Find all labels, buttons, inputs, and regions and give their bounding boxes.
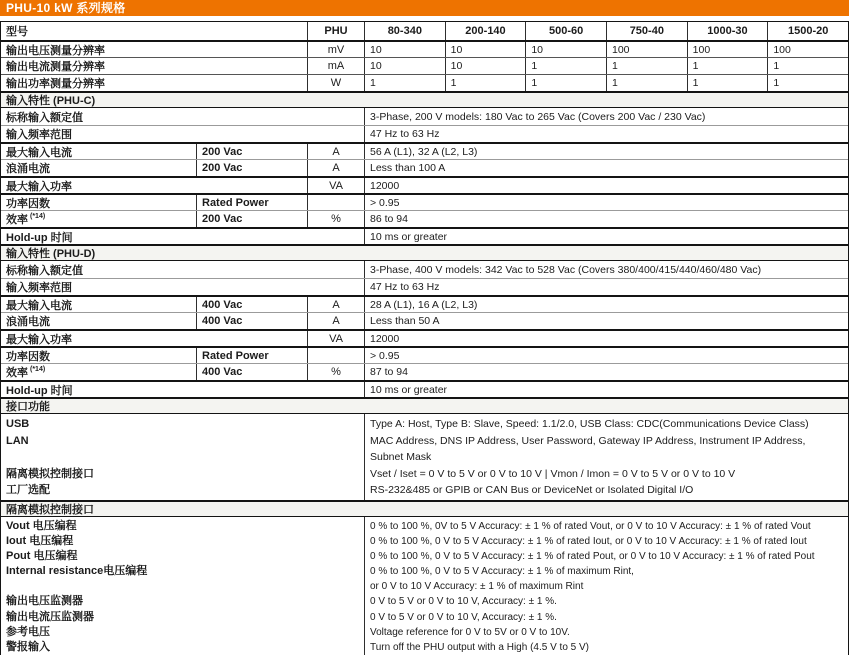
- row-power-factor-d: [1, 346, 848, 363]
- spec-unit: A: [307, 160, 364, 176]
- spec-label: USB: [6, 418, 30, 430]
- spec-label: 效率 (*14): [6, 365, 46, 379]
- header-phu-label: PHU: [307, 22, 364, 40]
- spec-value: RS-232&485 or GPIB or CAN Bus or DeviceNet or Isolated Digital I/O: [370, 484, 694, 497]
- analog-values: [364, 517, 848, 655]
- spec-value: 3-Phase, 400 V models: 342 Vac to 528 Vac (Covers 380/400/415/440/460/480 Vac): [364, 261, 848, 278]
- spec-value: 47 Hz to 63 Hz: [364, 279, 848, 295]
- spec-value: 0 V to 5 V or 0 V to 10 V, Accuracy: ± 1 %.: [370, 596, 557, 608]
- spec-value: Subnet Mask: [370, 451, 432, 464]
- spec-label: LAN: [6, 434, 29, 447]
- spec-value: 1: [445, 75, 526, 91]
- row-nominal-input-d: [1, 261, 848, 278]
- spec-value: 1: [364, 75, 445, 91]
- header-model-1000-30: 1000-30: [687, 22, 768, 40]
- spec-condition: Rated Power: [196, 195, 307, 210]
- interface-labels: [1, 414, 364, 500]
- spec-value: 3-Phase, 200 V models: 180 Vac to 265 Vac (Covers 200 Vac / 230 Vac): [364, 108, 848, 125]
- spec-condition: 200 Vac: [196, 211, 307, 227]
- row-voltage-resolution: [1, 40, 848, 57]
- spec-unit: %: [307, 364, 364, 380]
- spec-label: 输出电流测量分辨率: [6, 61, 105, 73]
- spec-condition: 400 Vac: [196, 364, 307, 380]
- spec-value: 1: [687, 58, 768, 74]
- spec-value: 0 % to 100 %, 0V to 5 V Accuracy: ± 1 % of rated Vout, or 0 V to 10 V Accuracy: ± 1 % of rated Vout: [370, 520, 811, 532]
- header-model-80-340: 80-340: [364, 22, 445, 40]
- footnote-ref: (*14): [30, 365, 46, 373]
- spec-label: 最大输入功率: [6, 333, 72, 346]
- spec-unit: [307, 348, 364, 363]
- interface-block: [1, 414, 848, 500]
- spec-value: 10: [445, 58, 526, 74]
- spec-condition: 400 Vac: [196, 297, 307, 312]
- spec-condition: Rated Power: [196, 348, 307, 363]
- spec-value: 0 V to 5 V or 0 V to 10 V, Accuracy: ± 1 %.: [370, 611, 557, 623]
- row-holdup-c: [1, 227, 848, 244]
- spec-table: [0, 21, 849, 655]
- spec-label: 标称输入额定值: [6, 111, 83, 124]
- spec-label: 工厂选配: [6, 484, 50, 497]
- spec-value: 100: [606, 42, 687, 57]
- row-power-factor-c: [1, 193, 848, 210]
- spec-label: 输出电压监测器: [6, 595, 83, 608]
- footnote-ref: (*14): [30, 212, 46, 220]
- table-header-row: [1, 22, 848, 40]
- spec-label: 输出功率测量分辨率: [6, 78, 105, 90]
- header-model-200-140: 200-140: [445, 22, 526, 40]
- spec-value: Type A: Host, Type B: Slave, Speed: 1.1/2.0, USB Class: CDC(Communications Device Class): [370, 418, 809, 430]
- row-max-input-power-d: [1, 329, 848, 346]
- interface-values: [364, 414, 848, 500]
- spec-value: 0 % to 100 %, 0 V to 5 V Accuracy: ± 1 % of rated Pout, or 0 V to 10 V Accuracy: ± 1 % of rated Pout: [370, 551, 815, 563]
- spec-label: Vout 电压编程: [6, 519, 77, 532]
- spec-label: [6, 579, 359, 594]
- spec-value: Less than 50 A: [364, 313, 848, 329]
- spec-condition: 200 Vac: [196, 160, 307, 176]
- spec-value: 87 to 94: [364, 364, 848, 380]
- analog-block: [1, 517, 848, 655]
- spec-value: 10: [364, 42, 445, 57]
- spec-value: 10 ms or greater: [364, 382, 848, 397]
- spec-label: [6, 449, 359, 466]
- header-model-500-60: 500-60: [525, 22, 606, 40]
- header-model-label: 型号: [6, 26, 28, 38]
- section-header-analog: 隔离模拟控制接口: [1, 500, 848, 517]
- spec-condition: 200 Vac: [196, 144, 307, 159]
- spec-value: 0 % to 100 %, 0 V to 5 V Accuracy: ± 1 % of rated Iout, or 0 V to 10 V Accuracy: ± 1 % of rated Iout: [370, 536, 807, 548]
- section-header-input-phu-c: 输入特性 (PHU-C): [1, 91, 848, 108]
- spec-value: 1: [525, 75, 606, 91]
- spec-label: Hold-up 时间: [6, 231, 73, 244]
- spec-label: Iout 电压编程: [6, 535, 74, 548]
- spec-label: 浪涌电流: [6, 163, 50, 175]
- spec-label: 浪涌电流: [6, 316, 50, 328]
- spec-label: 效率 (*14): [6, 212, 46, 226]
- spec-unit: W: [307, 75, 364, 91]
- spec-value: 0 % to 100 %, 0 V to 5 V Accuracy: ± 1 % of maximum Rint,: [370, 566, 634, 578]
- spec-value: 10: [525, 42, 606, 57]
- spec-value: MAC Address, DNS IP Address, User Password, Gateway IP Address, Instrument IP Address,: [370, 434, 806, 447]
- spec-value: 12000: [364, 331, 848, 346]
- spec-label: 输入频率范围: [6, 282, 72, 294]
- spec-unit: %: [307, 211, 364, 227]
- spec-label: 功率因数: [6, 350, 50, 363]
- header-model-750-40: 750-40: [606, 22, 687, 40]
- row-efficiency-c: [1, 210, 848, 227]
- spec-label: Internal resistance电压编程: [6, 565, 148, 578]
- row-efficiency-d: [1, 363, 848, 380]
- spec-value: 10: [364, 58, 445, 74]
- row-current-resolution: [1, 57, 848, 74]
- spec-unit: A: [307, 144, 364, 159]
- spec-value: 10: [445, 42, 526, 57]
- spec-value: 1: [606, 58, 687, 74]
- row-nominal-input-c: [1, 108, 848, 125]
- spec-value: 56 A (L1), 32 A (L2, L3): [364, 144, 848, 159]
- spec-value: 1: [525, 58, 606, 74]
- row-holdup-d: [1, 380, 848, 397]
- spec-unit: mA: [307, 58, 364, 74]
- spec-value: 1: [767, 58, 848, 74]
- spec-label: Pout 电压编程: [6, 550, 78, 563]
- spec-unit: A: [307, 313, 364, 329]
- spec-label: Hold-up 时间: [6, 384, 73, 397]
- spec-unit: VA: [307, 178, 364, 193]
- spec-value: 86 to 94: [364, 211, 848, 227]
- spec-value: 100: [767, 42, 848, 57]
- spec-unit: VA: [307, 331, 364, 346]
- section-header-input-phu-d: 输入特性 (PHU-D): [1, 244, 848, 261]
- spec-condition: 400 Vac: [196, 313, 307, 329]
- row-max-input-current-c: [1, 142, 848, 159]
- row-input-freq-c: [1, 125, 848, 142]
- spec-value: > 0.95: [364, 195, 848, 210]
- spec-value: Voltage reference for 0 V to 5V or 0 V to 10V.: [370, 626, 570, 638]
- spec-label: 参考电压: [6, 625, 50, 638]
- spec-value: 1: [606, 75, 687, 91]
- spec-unit: A: [307, 297, 364, 312]
- spec-value: 47 Hz to 63 Hz: [364, 126, 848, 142]
- spec-label: 输入频率范围: [6, 129, 72, 141]
- spec-label: 最大输入功率: [6, 180, 72, 193]
- spec-label: 最大输入电流: [6, 146, 72, 159]
- analog-labels: [1, 517, 364, 655]
- row-max-input-current-d: [1, 295, 848, 312]
- spec-unit: [307, 195, 364, 210]
- spec-value: 10 ms or greater: [364, 229, 848, 244]
- spec-value: 1: [767, 75, 848, 91]
- spec-value: 28 A (L1), 16 A (L2, L3): [364, 297, 848, 312]
- row-inrush-current-c: [1, 159, 848, 176]
- spec-value: 1: [687, 75, 768, 91]
- spec-value: 12000: [364, 178, 848, 193]
- section-header-interface: 接口功能: [1, 397, 848, 414]
- spec-value: > 0.95: [364, 348, 848, 363]
- spec-value: Less than 100 A: [364, 160, 848, 176]
- spec-label: 功率因数: [6, 197, 50, 210]
- spec-label: 标称输入额定值: [6, 264, 83, 277]
- spec-value: Turn off the PHU output with a High (4.5 V to 5 V): [370, 641, 589, 653]
- spec-value: or 0 V to 10 V Accuracy: ± 1 % of maximum Rint: [370, 581, 584, 593]
- spec-label: 最大输入电流: [6, 299, 72, 312]
- spec-unit: mV: [307, 42, 364, 57]
- header-model-1500-20: 1500-20: [767, 22, 848, 40]
- row-input-freq-d: [1, 278, 848, 295]
- row-inrush-current-d: [1, 312, 848, 329]
- spec-label: 输出电流压监测器: [6, 610, 94, 623]
- spec-label: 输出电压测量分辨率: [6, 44, 105, 57]
- spec-label: 警报输入: [6, 640, 50, 653]
- page-title: PHU-10 kW 系列规格: [0, 0, 849, 16]
- row-power-resolution: [1, 74, 848, 91]
- row-max-input-power-c: [1, 176, 848, 193]
- spec-value: Vset / Iset = 0 V to 5 V or 0 V to 10 V | Vmon / Imon = 0 V to 5 V or 0 V to 10 V: [370, 467, 736, 480]
- spec-value: 100: [687, 42, 768, 57]
- spec-label: 隔离模拟控制接口: [6, 467, 94, 480]
